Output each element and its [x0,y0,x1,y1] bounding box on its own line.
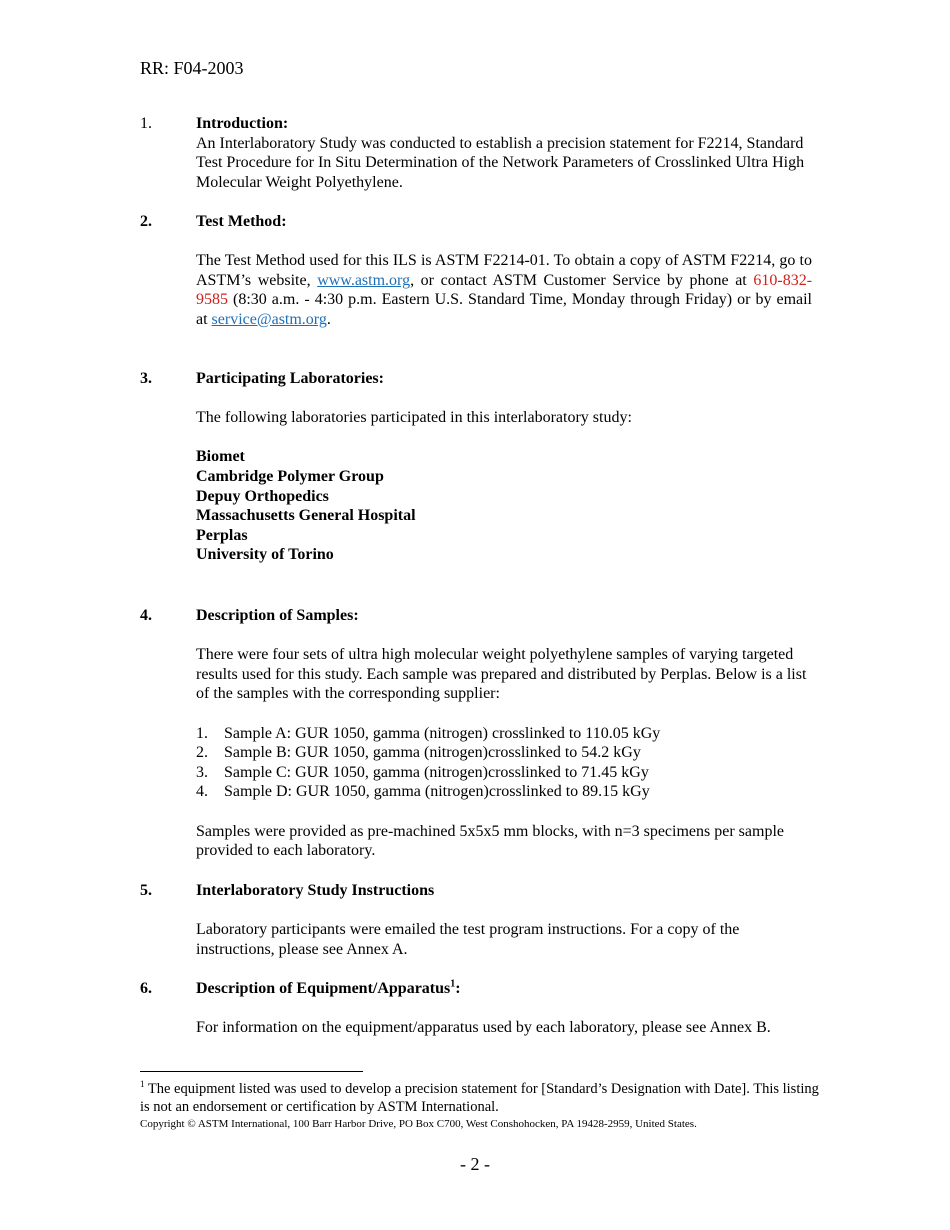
section-text: There were four sets of ultra high molecular weight polyethylene samples of varying targeted results used for this study. Each sample was prepared and distributed by Perplas. Below is a list of the samples with the corresponding supplier: [196,646,807,703]
section-title: Description of Samples: [196,607,359,624]
list-item: Depuy Orthopedics [196,487,329,505]
section-introduction [140,114,820,192]
list-item: University of Torino [196,546,334,564]
footnote-divider [140,1071,363,1072]
list-item: 1. Sample A: GUR 1050, gamma (nitrogen) crosslinked to 110.05 kGy [196,724,661,742]
report-id-header: RR: F04-2003 [140,58,244,78]
section-text: Samples were provided as pre-machined 5x5x5 mm blocks, with n=3 specimens per sample provided to each laboratory. [196,822,784,860]
list-item: Cambridge Polymer Group [196,467,384,485]
footnote-reference: 1 [450,978,456,990]
section-participating-laboratories [140,369,820,565]
section-number: 3. [140,370,152,387]
astm-website-link[interactable]: www.astm.org [317,271,411,289]
section-description-of-samples [140,606,820,861]
section-text: The Test Method used for this ILS is ASTM F2214-01. To obtain a copy of ASTM F2214, go to ASTM’s website, www.astm.org, or contact ASTM Customer Service by phone at 610-832-9585 (8:30 a.m. - 4:30 p.m. Eastern U.S. Standard Time, Monday through Friday) or by email at service@astm.org. [196,252,813,328]
list-item: 4. Sample D: GUR 1050, gamma (nitrogen)crosslinked to 89.15 kGy [196,783,650,801]
list-item: Biomet [196,448,245,466]
copyright-notice: Copyright © ASTM International, 100 Barr Harbor Drive, PO Box C700, West Conshohocken, PA 19428-2959, United States. [140,1118,697,1130]
footnote-marker: 1 [140,1079,145,1090]
section-ils-instructions [140,881,820,959]
section-number: 6. [140,980,152,997]
section-number: 2. [140,213,152,230]
section-number: 4. [140,607,152,624]
section-text: The following laboratories participated in this interlaboratory study: [196,409,632,427]
section-title: Description of Equipment/Apparatus$^1$: [196,978,461,997]
section-text: Laboratory participants were emailed the test program instructions. For a copy of the instructions, please see Annex A. [196,921,740,958]
section-title: Interlaboratory Study Instructions [196,882,435,899]
section-text: An Interlaboratory Study was conducted to establish a precision statement for F2214, Standard Test Procedure for In Situ Determination of the Network Parameters of Crosslinked Ultra High Molecular Weight Polyethylene. [196,134,805,191]
footnote: $^1$ The equipment listed was used to develop a precision statement for [Standard’s Designation with Date]. This listing is not an endorsement or certification by ASTM International. [140,1079,819,1115]
section-number: 1. [140,115,152,132]
section-title: Participating Laboratories: [196,370,384,387]
list-item: 3. Sample C: GUR 1050, gamma (nitrogen)crosslinked to 71.45 kGy [196,763,649,781]
page-number: - 2 - [460,1154,490,1174]
list-item: 2. Sample B: GUR 1050, gamma (nitrogen)crosslinked to 54.2 kGy [196,744,641,762]
section-equipment-apparatus [140,979,820,1038]
list-item: Perplas [196,526,248,544]
section-test-method [140,212,820,330]
section-title: Introduction: [196,115,289,132]
section-title: Test Method: [196,213,287,230]
section-number: 5. [140,882,152,899]
phone-number: 610-832-9585 [196,271,813,309]
list-item: Massachusetts General Hospital [196,507,416,525]
email-link[interactable]: service@astm.org [211,310,327,328]
section-text: For information on the equipment/apparatus used by each laboratory, please see Annex B. [196,1019,771,1037]
laboratory-list [196,447,812,565]
sample-list [196,724,812,802]
